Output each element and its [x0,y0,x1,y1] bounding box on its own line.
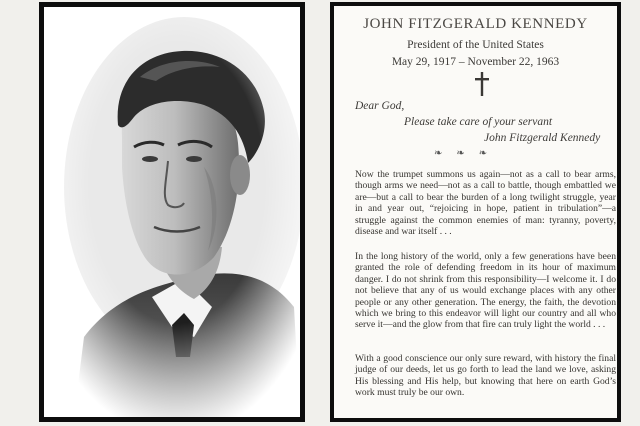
prayer-name: John Fitzgerald Kennedy [484,132,601,144]
card-title: JOHN FITZGERALD KENNEDY [363,16,588,32]
memorial-text-card [330,2,621,422]
prayer-line: Please take care of your servant [404,116,553,128]
paragraph-conscience: With a good conscience our only sure reward, with history the final judge of our deeds, let us go forth to lead the land we love, asking His blessing and His help, but knowing that here on earth God’s work must truly be our own. [355,353,616,399]
portrait-photo [44,7,300,417]
prayer-salutation: Dear God, [355,100,405,112]
paragraph-trumpet: Now the trumpet summons us again—not as a call to bear arms, though arms we need—not as a call to battle, though embattled we are—but a call to bear the burden of a long twilight struggle, year in and year out, “rejoicing in hope, patient in tribulation”—a struggle against the common enemies of man: tyranny, poverty, disease and war itself . . . [355,169,616,238]
card-dates: May 29, 1917 – November 22, 1963 [391,56,560,68]
paragraph-history: In the long history of the world, only a few generations have been granted the role of defending freedom in its hour of maximum danger. I do not shrink from this responsibility—I welcome it. I do not believe that any of us would exchange places with any other people or any other generation. The energy, the faith, the devotion which we bring to this endeavor will light our country and all who serve it—and the glow from that fire can truly light the world . . . [355,251,616,331]
portrait-image [44,7,300,417]
memorial-text-panel [334,6,617,418]
latin-cross-icon [475,72,489,96]
fleuron-divider: ❧❧❧ [434,148,502,159]
card-office: President of the United States [407,39,544,51]
portrait-card [39,2,305,422]
